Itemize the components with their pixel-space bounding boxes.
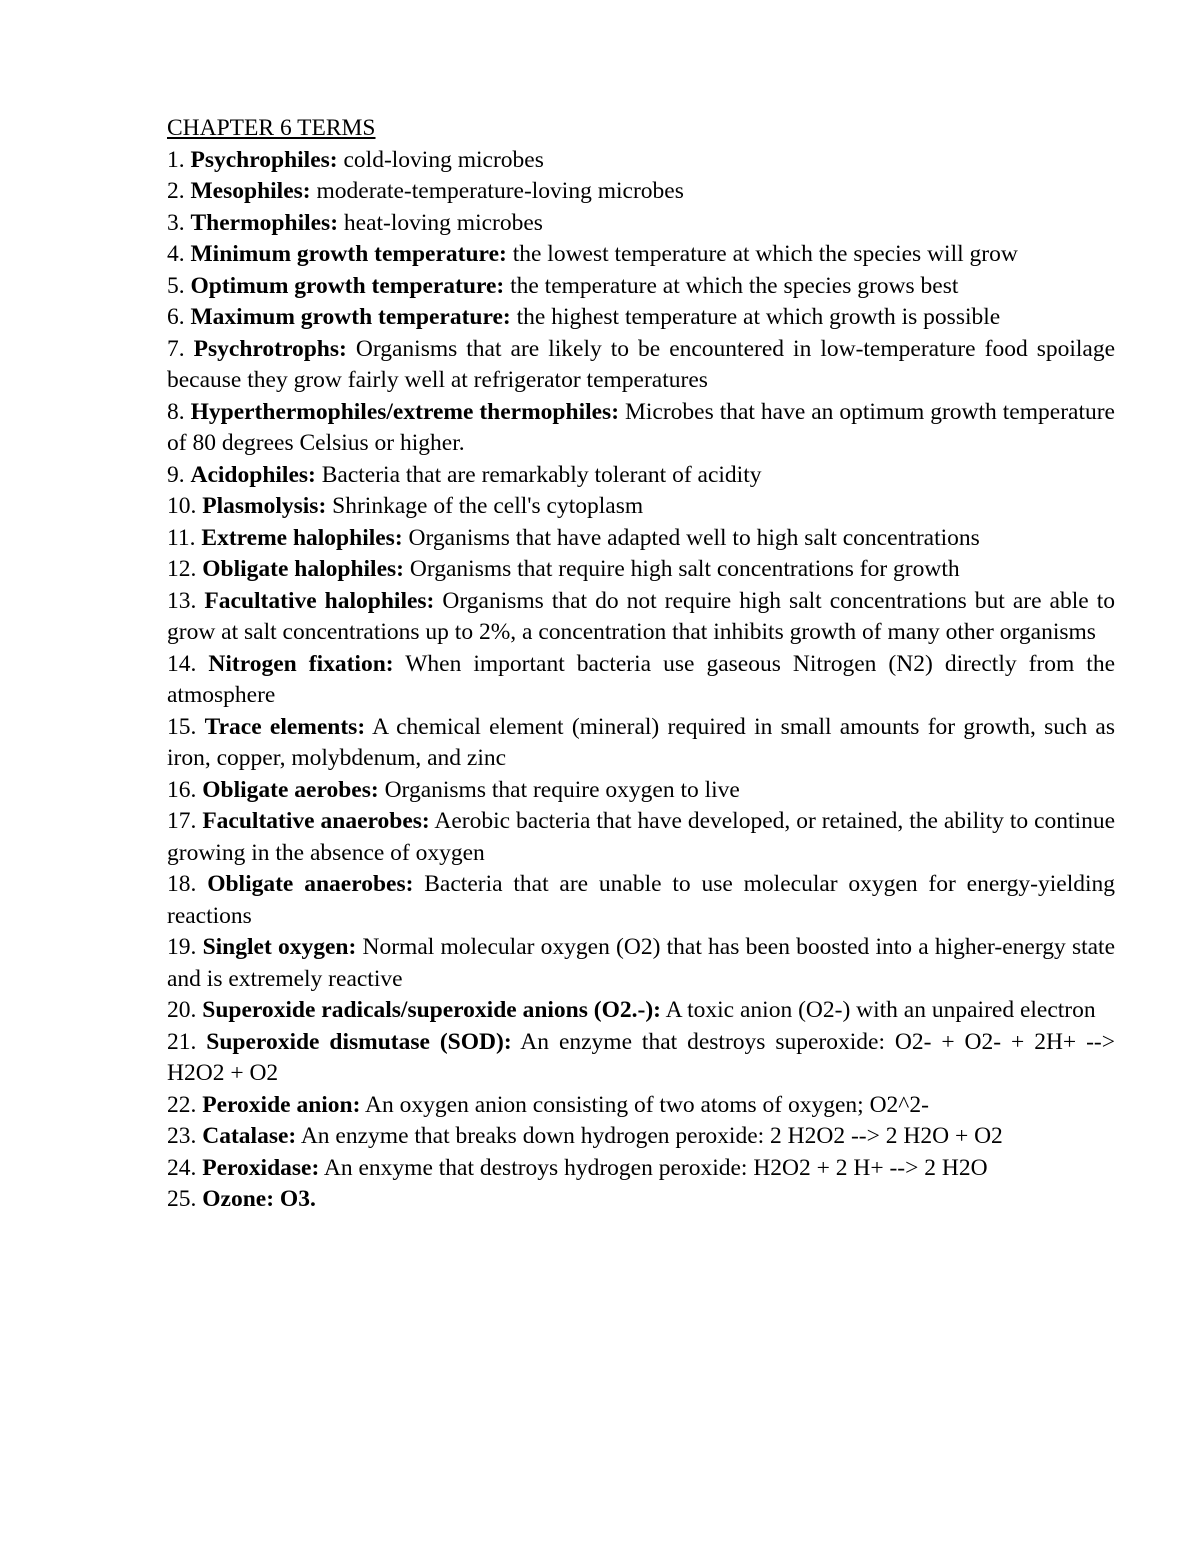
term-number: 3. <box>167 209 185 236</box>
term-definition: An enxyme that destroys hydrogen peroxide: H2O2 + 2 H+ --> 2 H2O <box>323 1154 988 1181</box>
term-number: 17. <box>167 808 197 834</box>
term-number: 20. <box>167 997 197 1023</box>
term-item <box>167 806 1115 869</box>
term-item <box>167 995 1115 1027</box>
term-item <box>167 1153 1115 1185</box>
term-definition: Organisms that are likely to be encountered in low-temperature food spoilage because they grow fairly well at refrigerator temperatures <box>167 335 1116 393</box>
term-item <box>167 869 1115 932</box>
term-item <box>167 586 1115 649</box>
term-name: Thermophiles: <box>190 209 339 236</box>
term-item <box>167 208 1115 240</box>
term-definition: Bacteria that are remarkably tolerant of acidity <box>321 461 762 488</box>
term-number: 5. <box>167 272 185 299</box>
term-definition: An enzyme that destroys superoxide: O2- + O2- + 2H+ --> H2O2 + O2 <box>167 1028 1115 1086</box>
term-item <box>167 554 1115 586</box>
term-definition: Organisms that require high salt concentrations for growth <box>409 556 960 582</box>
term-item <box>167 176 1115 208</box>
term-number: 25. <box>167 1186 197 1212</box>
page-title: CHAPTER 6 TERMS <box>167 115 376 141</box>
term-number: 21. <box>167 1028 197 1055</box>
term-name: Superoxide dismutase (SOD): <box>206 1028 512 1055</box>
term-definition: Bacteria that are unable to use molecular oxygen for energy-yielding reactions <box>167 871 1116 929</box>
term-item <box>167 1184 1115 1216</box>
term-number: 16. <box>167 776 197 803</box>
term-number: 24. <box>167 1154 197 1181</box>
term-name: Optimum growth temperature: <box>190 272 505 299</box>
term-number: 14. <box>167 650 197 677</box>
term-number: 18. <box>167 871 197 897</box>
term-number: 19. <box>167 934 197 960</box>
term-definition: heat-loving microbes <box>343 209 543 236</box>
term-number: 23. <box>167 1123 197 1149</box>
term-name: Obligate aerobes: <box>202 776 379 803</box>
term-number: 7. <box>167 335 185 362</box>
document-page <box>167 113 1115 1216</box>
term-definition: cold-loving microbes <box>343 146 544 173</box>
term-name: Maximum growth temperature: <box>190 304 511 330</box>
term-definition: moderate-temperature-loving microbes <box>316 178 684 204</box>
term-number: 11. <box>167 524 196 551</box>
term-name: Hyperthermophiles/extreme thermophiles: <box>190 398 620 425</box>
term-name: Psychrotrophs: <box>193 335 347 362</box>
term-name: Acidophiles: <box>190 461 316 488</box>
term-name: Facultative halophiles: <box>204 587 435 614</box>
term-number: 12. <box>167 556 197 582</box>
term-definition: the highest temperature at which growth is possible <box>516 304 1001 330</box>
term-name: Superoxide radicals/superoxide anions (O2.-): <box>202 997 661 1023</box>
term-name: Mesophiles: <box>190 178 311 204</box>
term-number: 13. <box>167 587 197 614</box>
term-definition: Normal molecular oxygen (O2) that has been boosted into a higher-energy state and is extremely reactive <box>167 934 1116 992</box>
term-name: Trace elements: <box>204 713 366 740</box>
term-definition: Shrinkage of the cell's cytoplasm <box>332 493 644 519</box>
term-definition: the temperature at which the species grows best <box>510 272 959 299</box>
term-item <box>167 334 1115 397</box>
term-definition: A chemical element (mineral) required in small amounts for growth, such as iron, copper, molybdenum, and zinc <box>167 713 1116 771</box>
term-name: Obligate anaerobes: <box>207 871 414 897</box>
term-item <box>167 523 1115 555</box>
term-name: Facultative anaerobes: <box>202 808 430 834</box>
term-number: 8. <box>167 398 185 425</box>
term-definition: An enzyme that breaks down hydrogen peroxide: 2 H2O2 --> 2 H2O + O2 <box>300 1123 1003 1149</box>
term-item <box>167 775 1115 807</box>
term-name: Minimum growth temperature: <box>190 241 507 267</box>
term-item <box>167 460 1115 492</box>
term-definition: Microbes that have an optimum growth temperature of 80 degrees Celsius or higher. <box>167 398 1115 456</box>
term-name: Ozone: O3. <box>202 1186 316 1212</box>
term-definition: Organisms that require oxygen to live <box>384 776 740 803</box>
term-name: Singlet oxygen: <box>202 934 357 960</box>
term-name: Catalase: <box>202 1123 297 1149</box>
term-definition: Organisms that do not require high salt concentrations but are able to grow at salt concentrations up to 2%, a concentration that inhibits growth of many other organisms <box>167 587 1115 645</box>
term-number: 1. <box>167 146 185 173</box>
term-name: Nitrogen fixation: <box>208 650 394 677</box>
term-number: 6. <box>167 304 185 330</box>
term-item <box>167 302 1115 334</box>
term-name: Obligate halophiles: <box>202 556 404 582</box>
term-item <box>167 491 1115 523</box>
term-item <box>167 239 1115 271</box>
term-item <box>167 271 1115 303</box>
term-name: Extreme halophiles: <box>201 524 403 551</box>
term-definition: An oxygen anion consisting of two atoms of oxygen; O2^2- <box>365 1091 929 1118</box>
term-list <box>167 145 1115 1216</box>
term-item <box>167 649 1115 712</box>
term-item <box>167 1090 1115 1122</box>
term-name: Plasmolysis: <box>202 493 327 519</box>
term-name: Psychrophiles: <box>190 146 338 173</box>
term-number: 10. <box>167 493 197 519</box>
term-item <box>167 1121 1115 1153</box>
term-item <box>167 932 1115 995</box>
term-number: 22. <box>167 1091 197 1118</box>
term-definition: When important bacteria use gaseous Nitrogen (N2) directly from the atmosphere <box>167 650 1116 708</box>
term-number: 4. <box>167 241 185 267</box>
term-definition: A toxic anion (O2-) with an unpaired electron <box>665 997 1096 1023</box>
term-number: 15. <box>167 713 197 740</box>
term-item <box>167 397 1115 460</box>
term-item <box>167 1027 1115 1090</box>
term-number: 9. <box>167 461 185 488</box>
term-item <box>167 145 1115 177</box>
term-name: Peroxide anion: <box>202 1091 361 1118</box>
term-number: 2. <box>167 178 185 204</box>
term-item <box>167 712 1115 775</box>
term-name: Peroxidase: <box>202 1154 320 1181</box>
term-definition: the lowest temperature at which the species will grow <box>512 241 1018 267</box>
term-definition: Organisms that have adapted well to high salt concentrations <box>408 524 980 551</box>
term-definition: Aerobic bacteria that have developed, or retained, the ability to continue growing in the absence of oxygen <box>167 808 1115 866</box>
